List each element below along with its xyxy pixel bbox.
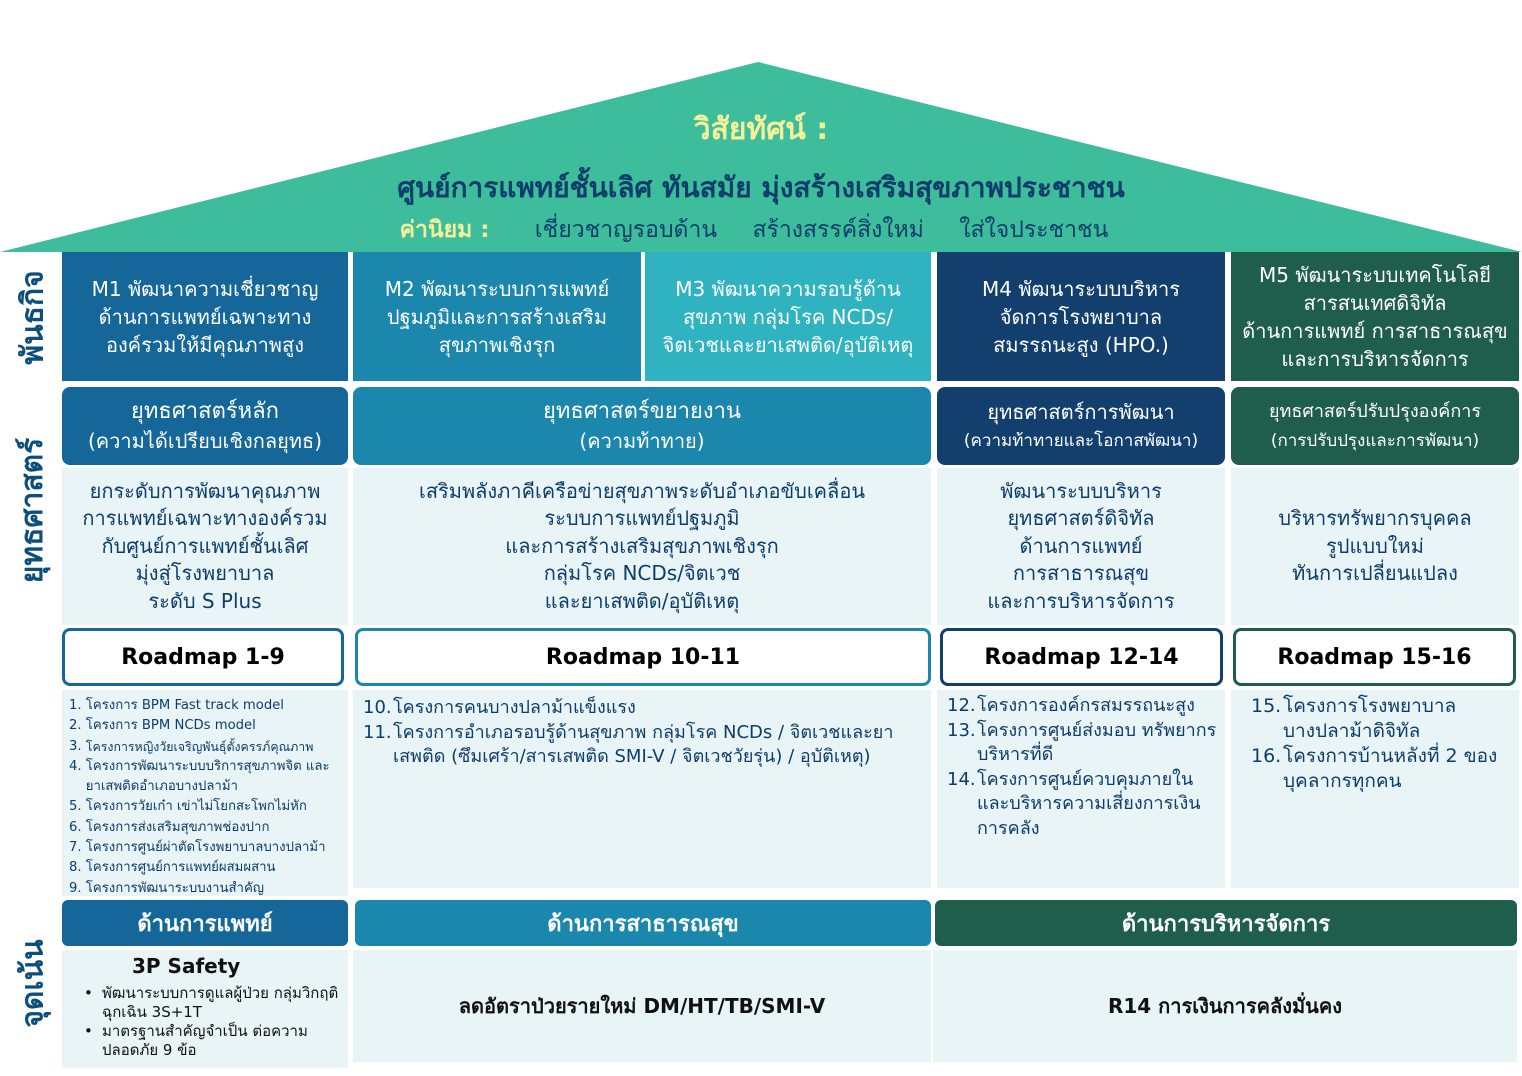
mission-m2: M2 พัฒนาระบบการแพทย์ ปฐมภูมิและการสร้างเสริม สุขภาพเชิงรุก xyxy=(353,252,641,381)
strategy-header-core: ยุทธศาสตร์หลัก (ความได้เปรียบเชิงกลยุทธ) xyxy=(62,387,348,465)
list-item: 11. โครงการอำเภอรอบรู้ด้านสุขภาพ กลุ่มโรค NCDs / จิตเวชและยาเสพติด (ซึมเศร้า/สารเสพติด SMI-V / จิตเวชวัยรุ่น) / อุบัติเหตุ) xyxy=(363,721,894,767)
list-item: 15. โครงการโรงพยาบาล บางปลาม้าดิจิทัล xyxy=(1251,695,1457,742)
side-label-strategy: ยุทธศาสตร์ xyxy=(15,437,51,583)
focus-headline: ลดอัตราป่วยรายใหม่ DM/HT/TB/SMI-V xyxy=(458,994,826,1018)
focus-headline: R14 การเงินการคลังมั่นคง xyxy=(1107,994,1343,1018)
mission-m4: M4 พัฒนาระบบบริหาร จัดการโรงพยาบาล สมรรถนะสูง (HPO.) xyxy=(937,252,1225,381)
values-row xyxy=(0,212,1522,248)
project-list-12-14 xyxy=(937,690,1225,888)
focus-body-medical xyxy=(62,950,348,1068)
list-item: 1. โครงการ BPM Fast track model xyxy=(69,698,284,713)
strategy-body-expand: เสริมพลังภาคีเครือข่ายสุขภาพระดับอำเภอขับเคลื่อน ระบบการแพทย์ปฐมภูมิ และการสร้างเสริมสุขภาพเชิงรุก กลุ่มโรค NCDs/จิตเวช และยาเสพติด/อุบัติเหตุ xyxy=(353,468,931,625)
list-item: 9. โครงการพัฒนาระบบงานสำคัญ xyxy=(69,880,265,896)
list-item: • พัฒนาระบบการดูแลผู้ป่วย กลุ่มวิกฤติฉุกเฉิน 3S+1T xyxy=(84,984,339,1021)
focus-headline: 3P Safety xyxy=(132,954,241,978)
list-item: 2. โครงการ BPM NCDs model xyxy=(69,718,256,734)
strategy-header-develop: ยุทธศาสตร์การพัฒนา (ความท้าทายและโอกาสพัฒนา) xyxy=(937,387,1225,465)
strategy-header-expand: ยุทธศาสตร์ขยายงาน (ความท้าทาย) xyxy=(353,387,931,465)
list-item: 7. โครงการศูนย์ผ่าตัดโรงพยาบาลบางปลาม้า xyxy=(69,840,326,856)
value-item: ใส่ใจประชาชน xyxy=(959,217,1109,243)
roadmap-15-16: Roadmap 15-16 xyxy=(1233,628,1516,686)
roadmap-10-11: Roadmap 10-11 xyxy=(355,628,931,686)
roadmap-1-9: Roadmap 1-9 xyxy=(62,628,344,686)
focus-body-management xyxy=(933,950,1517,1062)
mission-m5: M5 พัฒนาระบบเทคโนโลยี สารสนเทศดิจิทัล ด้านการแพทย์ การสาธารณสุข และการบริหารจัดการ xyxy=(1231,252,1519,381)
vision-statement: ศูนย์การแพทย์ชั้นเลิศ ทันสมัย มุ่งสร้างเสริมสุขภาพประชาชน xyxy=(397,171,1125,204)
focus-body-public-health xyxy=(353,950,931,1062)
value-item: เชี่ยวชาญรอบด้าน xyxy=(534,217,718,243)
mission-m1: M1 พัฒนาความเชี่ยวชาญ ด้านการแพทย์เฉพาะทาง องค์รวมให้มีคุณภาพสูง xyxy=(62,252,348,381)
focus-header-medical: ด้านการแพทย์ xyxy=(62,900,348,946)
value-item: สร้างสรรค์สิ่งใหม่ xyxy=(752,217,924,243)
values-label: ค่านิยม : xyxy=(399,217,490,243)
focus-header-public-health: ด้านการสาธารณสุข xyxy=(355,900,931,946)
strategy-header-improve: ยุทธศาสตร์ปรับปรุงองค์การ (การปรับปรุงและการพัฒนา) xyxy=(1231,387,1519,465)
side-label-mission: พันธกิจ xyxy=(15,269,51,365)
side-label-focus: จุดเน้น xyxy=(15,938,51,1028)
mission-m3: M3 พัฒนาความรอบรู้ด้าน สุขภาพ กลุ่มโรค NCDs/ จิตเวชและยาเสพติด/อุบัติเหตุ xyxy=(645,252,931,381)
strategy-body-develop: พัฒนาระบบบริหาร ยุทธศาสตร์ดิจิทัล ด้านการแพทย์ การสาธารณสุข และการบริหารจัดการ xyxy=(937,468,1225,625)
list-item: 16. โครงการบ้านหลังที่ 2 ของบุคลากรทุกคน xyxy=(1251,745,1498,792)
strategy-body-core: ยกระดับการพัฒนาคุณภาพ การแพทย์เฉพาะทางองค์รวม กับศูนย์การแพทย์ชั้นเลิศ มุ่งสู่โรงพยาบาล ระดับ S Plus xyxy=(62,468,348,625)
list-item: 14. โครงการศูนย์ควบคุมภายใน และบริหารความเสี่ยงการเงิน การคลัง xyxy=(947,768,1201,839)
list-item: 5. โครงการวัยเก๋า เข่าไม่โยกสะโพกไม่หัก xyxy=(69,799,307,815)
project-list-1-9 xyxy=(62,690,348,896)
vision-label: วิสัยทัศน์ : xyxy=(693,112,829,147)
list-item: 12. โครงการองค์กรสมรรถนะสูง xyxy=(947,695,1195,716)
list-item: 10. โครงการคนบางปลาม้าแข็งแรง xyxy=(363,697,636,718)
project-list-15-16 xyxy=(1231,690,1519,888)
project-list-10-11 xyxy=(353,690,931,888)
roadmap-12-14: Roadmap 12-14 xyxy=(940,628,1223,686)
list-item: 8. โครงการศูนย์การแพทย์ผสมผสาน xyxy=(69,860,276,876)
list-item: 6. โครงการส่งเสริมสุขภาพช่องปาก xyxy=(69,819,270,835)
list-item: 4. โครงการพัฒนาระบบบริการสุขภาพจิต และยาเสพติดอำเภอบางปลาม้า xyxy=(69,758,330,795)
list-item: • มาตรฐานสำคัญจำเป็น ต่อความปลอดภัย 9 ข้อ xyxy=(84,1022,308,1059)
focus-header-management: ด้านการบริหารจัดการ xyxy=(935,900,1517,946)
strategy-body-improve: บริหารทรัพยากรบุคคล รูปแบบใหม่ ทันการเปลี่ยนแปลง xyxy=(1231,468,1519,625)
list-item: 3. โครงการหญิงวัยเจริญพันธุ์ตั้งครรภ์คุณภาพ xyxy=(69,738,314,754)
list-item: 13. โครงการศูนย์ส่งมอบ ทรัพยากรบริหารที่ดี xyxy=(947,719,1217,765)
